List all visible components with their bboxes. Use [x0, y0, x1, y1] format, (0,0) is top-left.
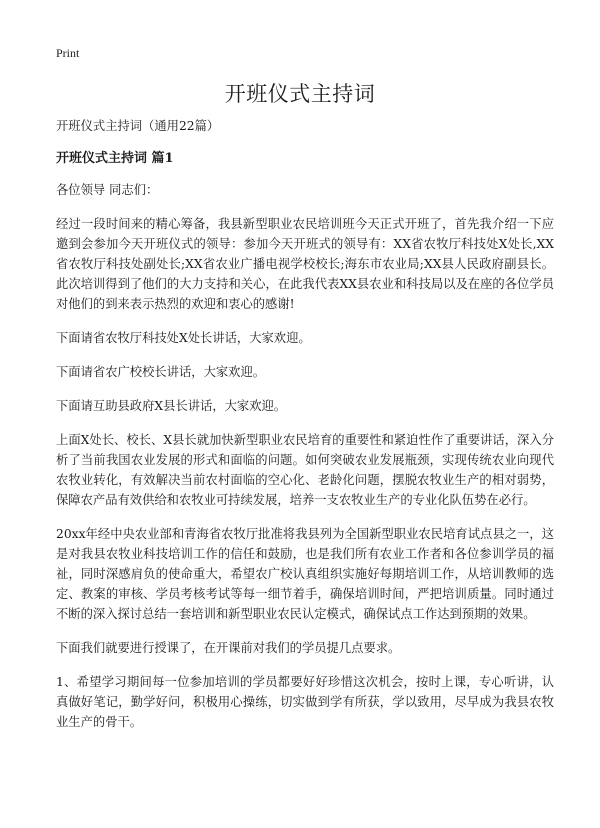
summary-paragraph: 上面X处长、校长、X县长就加快新型职业农民培育的重要性和紧迫性作了重要讲话，深入分析了当前我国农业发展的形式和面临的问题。如何突破农业发展瓶颈，实现传统农业向现代农牧业转化，有效解决当前农村面临的空心化、老龄化问题，摆脱农牧业生产的相对弱势，保障农产品有效供给和农牧业可持续发展，培养一支农牧业生产的专业化队伍势在必行。 [56, 433, 554, 507]
introduction-paragraph: 经过一段时间来的精心筹备，我县新型职业农民培训班今天正式开班了，首先我介绍一下应邀到会参加今天开班仪式的领导：参加今天开班式的领导有：XX省农牧厅科技处X处长,XX省农牧厅科技处副处长;XX省农业广播电视学校校长;海东市农业局;XX县人民政府副县长。此次培训得到了他们的大力支持和关心，在此我代表XX县农业和科技局以及在座的各位学员对他们的到来表示热烈的欢迎和衷心的感谢! [56, 217, 554, 311]
document-subtitle: 开班仪式主持词（通用22篇） [56, 119, 220, 133]
speech-invite-paragraph: 下面请互助县政府X县长讲话，大家欢迎。 [56, 399, 287, 413]
requirement-item: 1、希望学习期间每一位参加培训的学员都要好好珍惜这次机会，按时上课，专心听讲，认真做好笔记，勤学好问，积极用心操练，切实做到学有所获，学以致用，尽早成为我县农牧业生产的骨干。 [56, 675, 554, 729]
document-body [56, 116, 554, 746]
salutation-paragraph: 各位领导 同志们： [56, 183, 159, 197]
print-link[interactable]: Print [56, 46, 80, 60]
document-title: 开班仪式主持词 [224, 82, 376, 106]
section-heading: 开班仪式主持词 篇1 [56, 151, 174, 166]
requirements-intro-paragraph: 下面我们就要进行授课了，在开课前对我们的学员提几点要求。 [56, 641, 401, 655]
speech-invite-paragraph: 下面请省农牧厅科技处X处长讲话，大家欢迎。 [56, 331, 311, 345]
pilot-county-paragraph: 20xx年经中央农业部和青海省农牧厅批准将我县列为全国新型职业农民培育试点县之一，这是对我县农牧业科技培训工作的信任和鼓励，也是我们所有农业工作者和各位参训学员的福祉，同时深感肩负的使命重大，希望农广校认真组织实施好每期培训工作，从培训教师的选定、教案的审核、学员考核考试等每一细节着手，确保培训时间，严把培训质量。同时通过不断的深入探讨总结一套培训和新型职业农民认定模式，确保试点工作达到预期的效果。 [56, 527, 554, 621]
speech-invite-paragraph: 下面请省农广校校长讲话，大家欢迎。 [56, 365, 266, 379]
